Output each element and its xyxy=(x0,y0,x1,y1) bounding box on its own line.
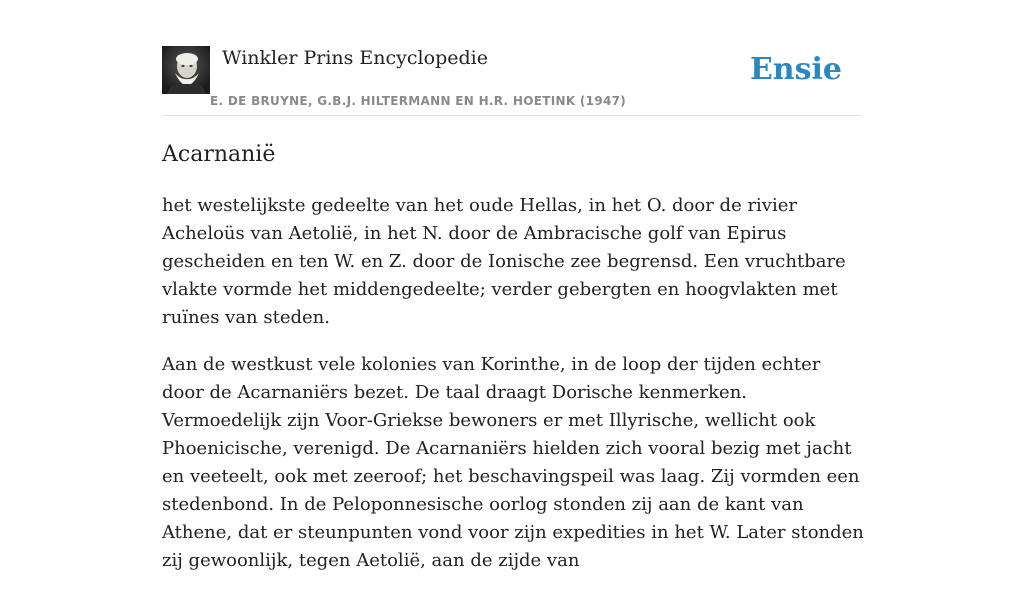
article-title: Acarnanië xyxy=(162,142,276,167)
source-header xyxy=(162,46,862,116)
article-body xyxy=(162,192,866,594)
article-paragraph: het westelijkste gedeelte van het oude Hellas, in het O. door de rivier Acheloüs van Aetolië, in het N. door de Ambracische golf van Epirus gescheiden en ten W. en Z. door de Ionische zee begrensd. Een vruchtbare vlakte vormde het middengedeelte; verder gebergten en hoogvlakten met ruïnes van steden. xyxy=(162,195,846,328)
article-paragraph: Aan de westkust vele kolonies van Korinthe, in de loop der tijden echter door de Acarnaniërs bezet. De taal draagt Dorische kenmerken. Vermoedelijk zijn Voor-Griekse bewoners er met Illyrische, wellicht ook Phoenicische, verenigd. De Acarnaniërs hielden zich vooral bezig met jacht en veeteelt, ook met zeeroof; het beschavingspeil was laag. Zij vormden een stedenbond. In de Peloponnesische oorlog stonden zij aan de kant van Athene, dat er steunpunten vond voor zijn expedities in het W. Later stonden zij gewoonlijk, tegen Aetolië, aan de zijde van xyxy=(162,354,864,571)
brand-logo[interactable]: Ensie xyxy=(749,52,842,87)
author-portrait-icon xyxy=(162,46,210,94)
author-avatar xyxy=(162,46,210,94)
source-authors: E. DE BRUYNE, G.B.J. HILTERMANN EN H.R. HOETINK (1947) xyxy=(210,94,627,108)
source-title[interactable]: Winkler Prins Encyclopedie xyxy=(222,47,488,69)
